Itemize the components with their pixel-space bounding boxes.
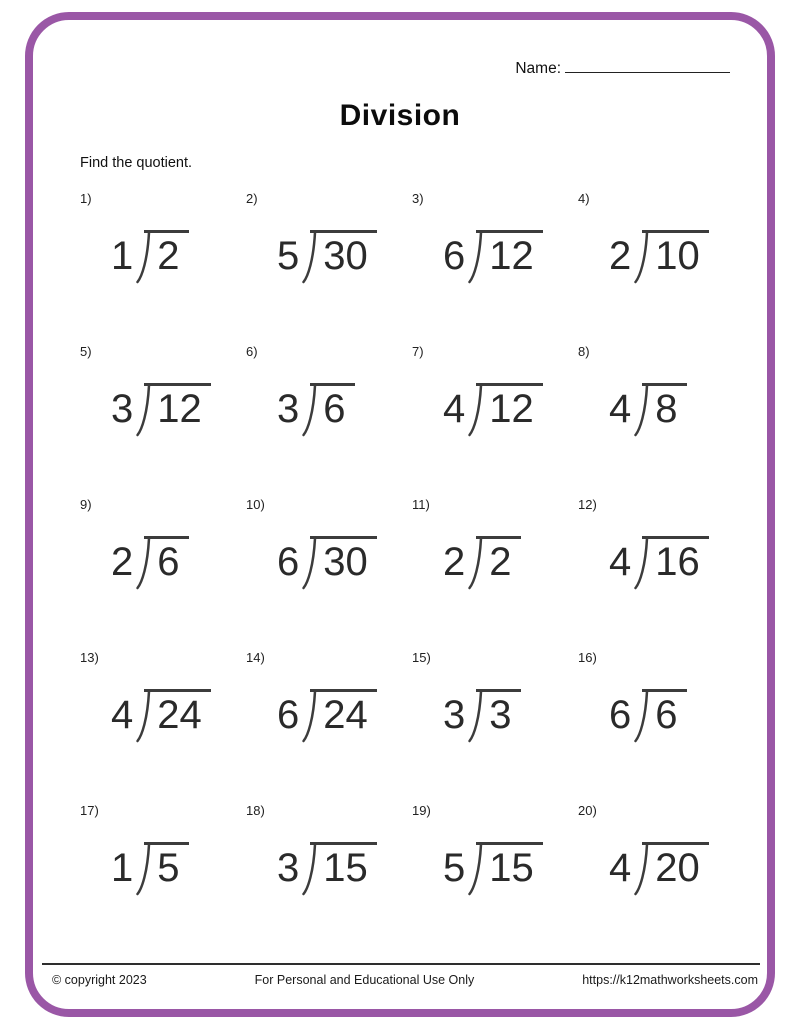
division-expression — [111, 689, 211, 743]
division-expression — [277, 842, 377, 896]
division-expression — [443, 689, 521, 743]
division-expression — [443, 536, 521, 590]
problem-cell — [80, 498, 246, 651]
divisor: 2 — [111, 540, 134, 584]
division-expression — [443, 230, 543, 284]
problem-number: 3) — [412, 191, 424, 206]
division-expression — [111, 536, 189, 590]
problem-number: 1) — [80, 191, 92, 206]
division-expression — [609, 689, 687, 743]
dividend: 5 — [144, 842, 188, 888]
divisor: 2 — [609, 234, 632, 278]
problem-cell — [80, 651, 246, 804]
dividend: 30 — [310, 230, 377, 276]
division-expression — [443, 383, 543, 437]
problem-number: 8) — [578, 344, 590, 359]
divisor: 2 — [443, 540, 466, 584]
division-expression — [277, 230, 377, 284]
divisor: 4 — [609, 540, 632, 584]
division-expression — [609, 842, 709, 896]
problem-number: 9) — [80, 497, 92, 512]
problem-number: 4) — [578, 191, 590, 206]
dividend: 6 — [642, 689, 686, 735]
problem-cell — [246, 345, 412, 498]
dividend: 24 — [144, 689, 211, 735]
problem-cell — [412, 498, 578, 651]
divisor: 6 — [277, 540, 300, 584]
problem-number: 12) — [578, 497, 597, 512]
dividend: 16 — [642, 536, 709, 582]
division-expression — [111, 230, 189, 284]
problem-cell — [80, 804, 246, 957]
problem-number: 15) — [412, 650, 431, 665]
division-expression — [111, 842, 189, 896]
divisor: 3 — [443, 693, 466, 737]
name-label: Name: — [515, 60, 561, 77]
divisor: 4 — [443, 387, 466, 431]
dividend: 15 — [310, 842, 377, 888]
dividend: 12 — [476, 230, 543, 276]
dividend: 8 — [642, 383, 686, 429]
dividend: 6 — [310, 383, 354, 429]
dividend: 15 — [476, 842, 543, 888]
problem-number: 17) — [80, 803, 99, 818]
name-blank-line — [565, 58, 730, 73]
problem-cell — [246, 804, 412, 957]
problems-grid — [80, 192, 744, 957]
divisor: 6 — [609, 693, 632, 737]
dividend: 2 — [144, 230, 188, 276]
footer-url: https://k12mathworksheets.com — [582, 973, 758, 987]
problem-cell — [412, 345, 578, 498]
dividend: 30 — [310, 536, 377, 582]
problem-number: 2) — [246, 191, 258, 206]
divisor: 6 — [277, 693, 300, 737]
division-expression — [277, 536, 377, 590]
division-expression — [609, 536, 709, 590]
problem-cell — [80, 345, 246, 498]
division-expression — [609, 383, 687, 437]
division-expression — [277, 689, 377, 743]
page-title: Division — [339, 99, 461, 132]
problem-number: 5) — [80, 344, 92, 359]
problem-number: 19) — [412, 803, 431, 818]
problem-cell — [246, 651, 412, 804]
dividend: 3 — [476, 689, 520, 735]
footer-usage: For Personal and Educational Use Only — [254, 973, 475, 987]
problem-cell — [412, 192, 578, 345]
footer-copyright: © copyright 2023 — [52, 973, 147, 987]
problem-number: 11) — [412, 497, 430, 512]
problem-cell — [246, 498, 412, 651]
problem-number: 16) — [578, 650, 597, 665]
division-expression — [111, 383, 211, 437]
divisor: 5 — [277, 234, 300, 278]
problem-cell — [578, 192, 744, 345]
dividend: 12 — [476, 383, 543, 429]
problem-number: 6) — [246, 344, 258, 359]
divisor: 3 — [277, 387, 300, 431]
divisor: 3 — [111, 387, 134, 431]
dividend: 24 — [310, 689, 377, 735]
divisor: 4 — [609, 846, 632, 890]
problem-cell — [80, 192, 246, 345]
problem-number: 14) — [246, 650, 265, 665]
instruction-text: Find the quotient. — [80, 155, 193, 171]
dividend: 6 — [144, 536, 188, 582]
divisor: 3 — [277, 846, 300, 890]
divisor: 1 — [111, 846, 134, 890]
problem-number: 13) — [80, 650, 99, 665]
name-row — [515, 58, 730, 78]
divisor: 4 — [609, 387, 632, 431]
dividend: 20 — [642, 842, 709, 888]
dividend: 12 — [144, 383, 211, 429]
divisor: 1 — [111, 234, 134, 278]
problem-cell — [578, 498, 744, 651]
problem-number: 10) — [246, 497, 265, 512]
footer — [52, 973, 758, 987]
problem-number: 7) — [412, 344, 424, 359]
division-expression — [443, 842, 543, 896]
divisor: 4 — [111, 693, 134, 737]
problem-number: 20) — [578, 803, 597, 818]
problem-cell — [246, 192, 412, 345]
division-expression — [277, 383, 355, 437]
problem-cell — [578, 804, 744, 957]
problem-cell — [412, 804, 578, 957]
dividend: 2 — [476, 536, 520, 582]
dividend: 10 — [642, 230, 709, 276]
problem-number: 18) — [246, 803, 265, 818]
problem-cell — [578, 345, 744, 498]
division-expression — [609, 230, 709, 284]
divisor: 6 — [443, 234, 466, 278]
divisor: 5 — [443, 846, 466, 890]
problem-cell — [412, 651, 578, 804]
footer-divider — [42, 963, 760, 965]
problem-cell — [578, 651, 744, 804]
